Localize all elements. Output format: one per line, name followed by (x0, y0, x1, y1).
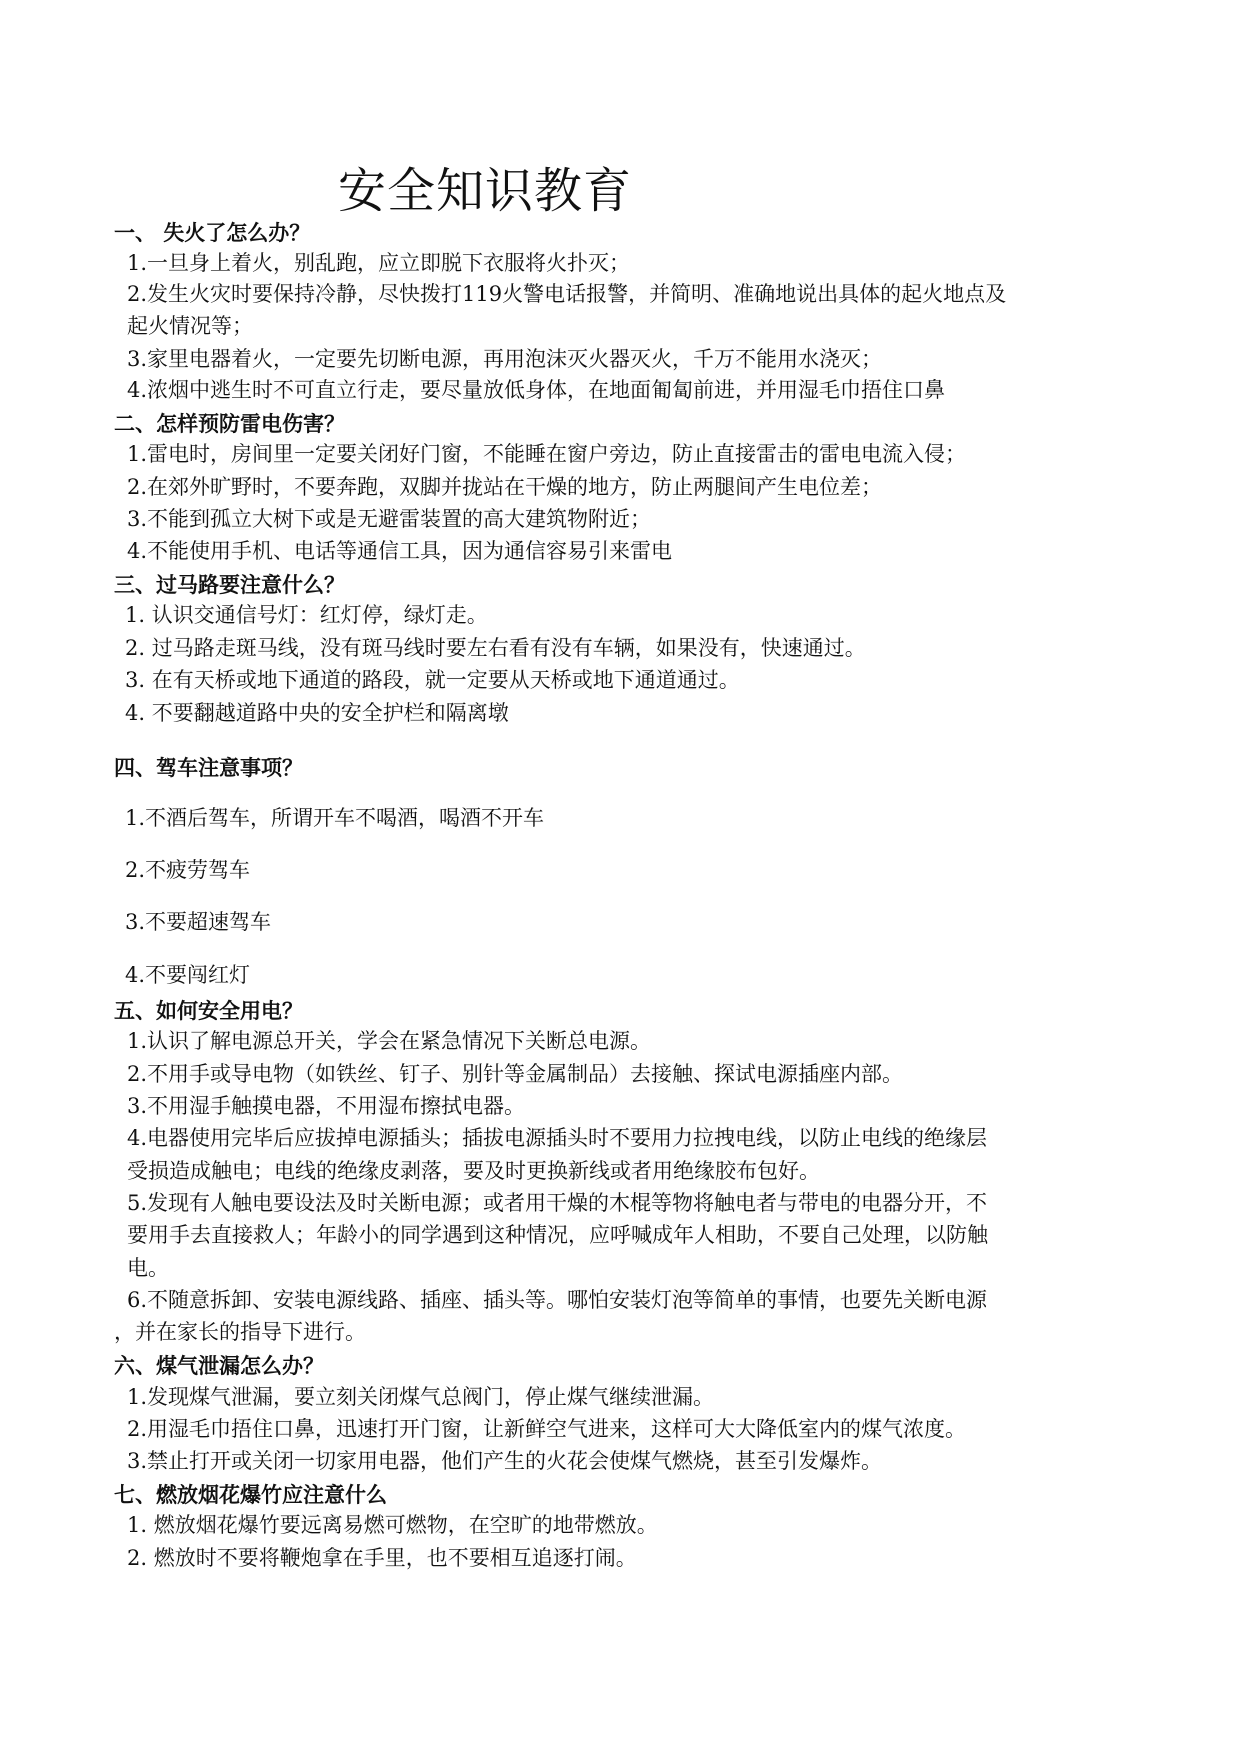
text-line: 1.一旦身上着火，别乱跑，应立即脱下衣服将火扑灭； (127, 251, 631, 275)
text-line: 1. 认识交通信号灯：红灯停，绿灯走。 (125, 603, 488, 627)
text-line: 4.电器使用完毕后应拔掉电源插头；插拔电源插头时不要用力拉拽电线，以防止电线的绝缘层 (127, 1126, 988, 1150)
text-line: 1.不酒后驾车，所谓开车不喝酒，喝酒不开车 (125, 806, 545, 830)
text-line: 2.不疲劳驾车 (125, 858, 251, 882)
text-line: 起火情况等； (127, 314, 253, 338)
text-line: 受损造成触电；电线的绝缘皮剥落，要及时更换新线或者用绝缘胶布包好。 (127, 1159, 820, 1183)
text-line: 2.在郊外旷野时，不要奔跑，双脚并拢站在干燥的地方，防止两腿间产生电位差； (127, 475, 883, 499)
text-line: 3.不能到孤立大树下或是无避雷装置的高大建筑物附近； (127, 507, 652, 531)
section-heading-lightning: 二、怎样预防雷电伤害？ (114, 412, 345, 436)
text-line: 3.不用湿手触摸电器，不用湿布擦拭电器。 (127, 1094, 526, 1118)
text-line: 1.雷电时，房间里一定要关闭好门窗，不能睡在窗户旁边，防止直接雷击的雷电电流入侵； (127, 442, 967, 466)
text-line: 2. 过马路走斑马线，没有斑马线时要左右看有没有车辆，如果没有，快速通过。 (125, 636, 866, 660)
text-line: 3.禁止打开或关闭一切家用电器，他们产生的火花会使煤气燃烧，甚至引发爆炸。 (127, 1449, 883, 1473)
text-line: 2. 燃放时不要将鞭炮拿在手里，也不要相互追逐打闹。 (127, 1546, 637, 1570)
section-heading-road: 三、过马路要注意什么？ (114, 573, 345, 597)
text-line: 1.发现煤气泄漏，要立刻关闭煤气总阀门，停止煤气继续泄漏。 (127, 1385, 715, 1409)
text-line: 5.发现有人触电要设法及时关断电源；或者用干燥的木棍等物将触电者与带电的电器分开，不 (127, 1191, 988, 1215)
text-line: 4.浓烟中逃生时不可直立行走，要尽量放低身体，在地面匍匐前进，并用湿毛巾捂住口鼻 (127, 378, 946, 402)
section-heading-electricity: 五、如何安全用电？ (114, 999, 303, 1023)
text-line: 要用手去直接救人；年龄小的同学遇到这种情况，应呼喊成年人相助，不要自己处理，以防触 (127, 1223, 988, 1247)
text-line: 4.不能使用手机、电话等通信工具，因为通信容易引来雷电 (127, 539, 673, 563)
text-line: ，并在家长的指导下进行。 (114, 1320, 366, 1344)
text-line: 1. 燃放烟花爆竹要远离易燃可燃物，在空旷的地带燃放。 (127, 1513, 658, 1537)
text-line: 6.不随意拆卸、安装电源线路、插座、插头等。哪怕安装灯泡等简单的事情，也要先关断电源 (127, 1288, 988, 1312)
text-line: 1.认识了解电源总开关，学会在紧急情况下关断总电源。 (127, 1029, 652, 1053)
text-line: 4.不要闯红灯 (125, 963, 251, 987)
section-heading-fireworks: 七、燃放烟花爆竹应注意什么 (114, 1483, 387, 1507)
page-title: 安全知识教育 (338, 163, 633, 219)
text-line: 2.用湿毛巾捂住口鼻，迅速打开门窗，让新鲜空气进来，这样可大大降低室内的煤气浓度。 (127, 1417, 967, 1441)
text-line: 3.家里电器着火，一定要先切断电源，再用泡沫灭火器灭火，千万不能用水浇灭； (127, 347, 883, 371)
section-heading-fire: 一、 失火了怎么办？ (114, 221, 311, 245)
text-line: 3.不要超速驾车 (125, 910, 272, 934)
text-line: 2.不用手或导电物（如铁丝、钉子、别针等金属制品）去接触、探试电源插座内部。 (127, 1062, 904, 1086)
section-heading-driving: 四、驾车注意事项？ (114, 756, 303, 780)
text-line: 4. 不要翻越道路中央的安全护栏和隔离墩 (125, 701, 509, 725)
text-line: 2.发生火灾时要保持冷静，尽快拨打119火警电话报警，并简明、准确地说出具体的起火地点及 (127, 282, 1007, 306)
text-line: 电。 (127, 1256, 169, 1280)
text-line: 3. 在有天桥或地下通道的路段，就一定要从天桥或地下通道通过。 (125, 668, 740, 692)
section-heading-gas: 六、煤气泄漏怎么办？ (114, 1354, 324, 1378)
